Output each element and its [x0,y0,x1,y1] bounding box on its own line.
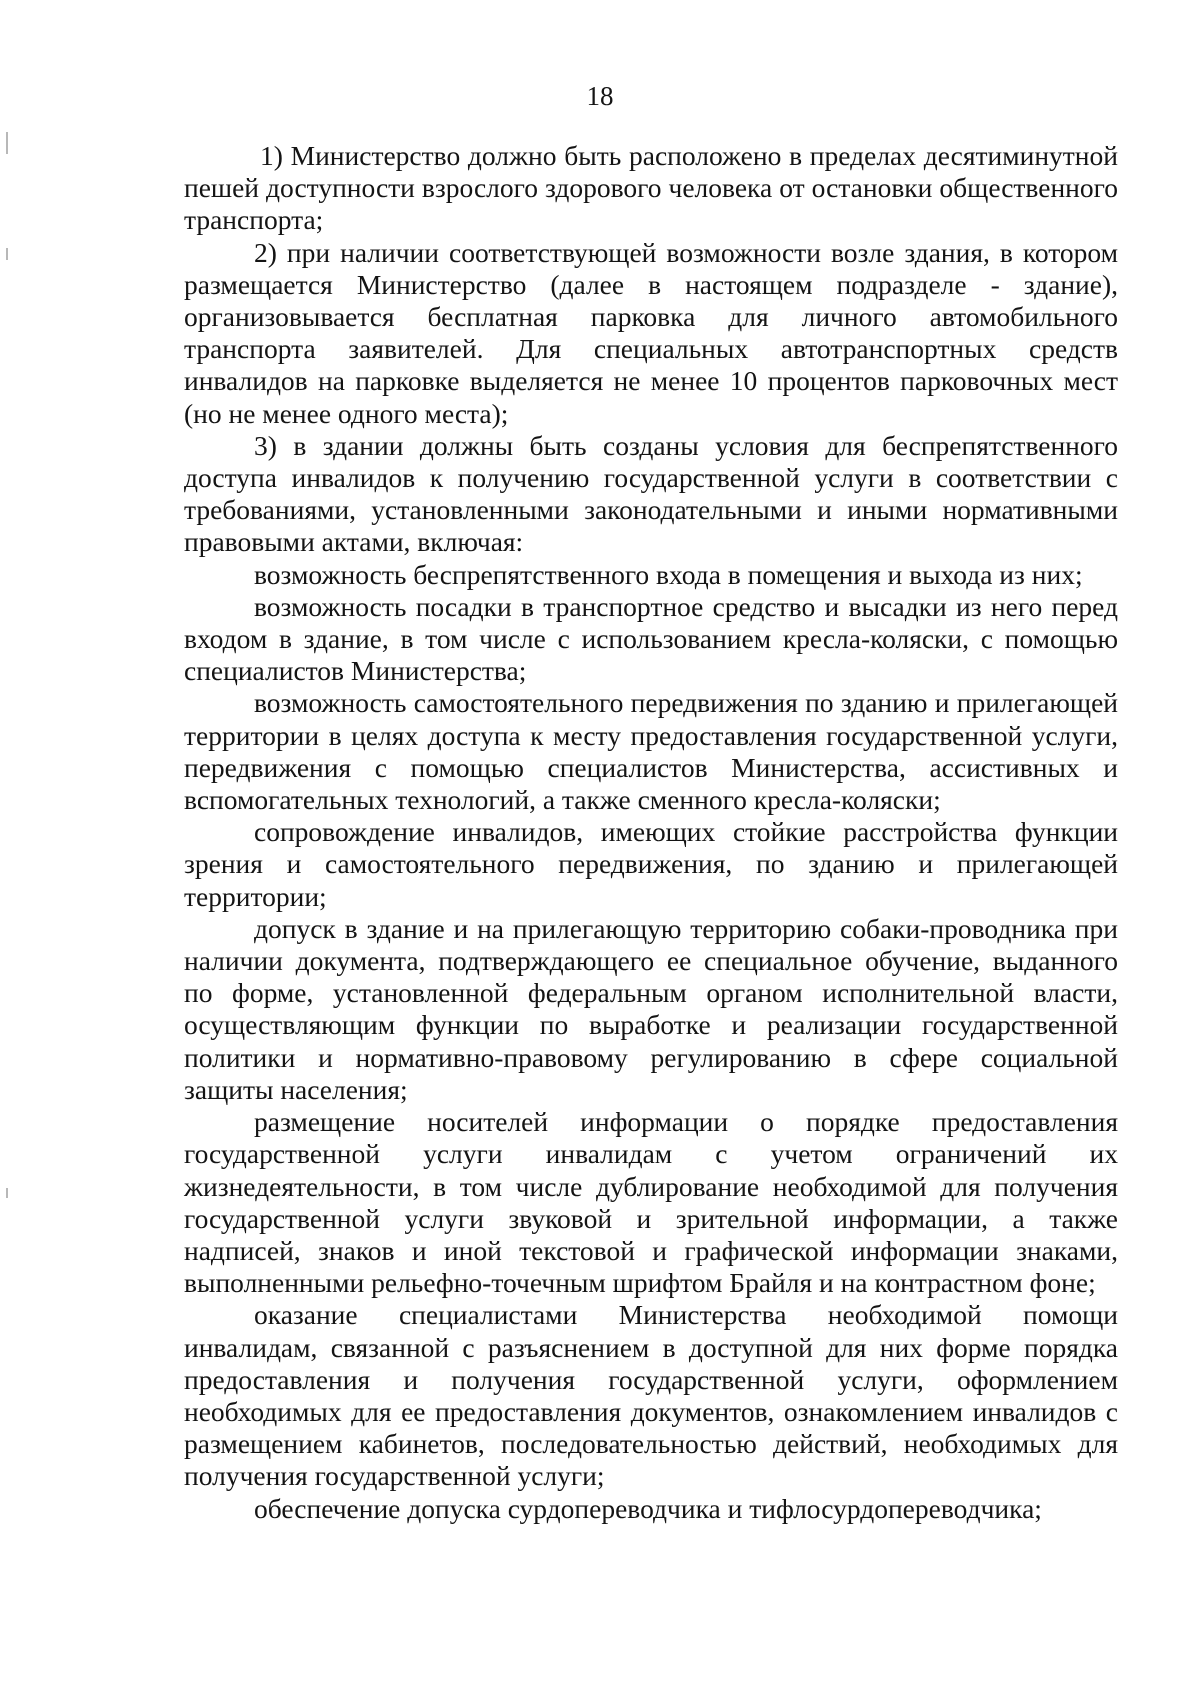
paragraph-interpreter-access: обеспечение допуска сурдопереводчика и тифлосурдопереводчика; [254,1492,1042,1524]
paragraph-item-2: 2) при наличии соответствующей возможности возле здания, в котором размещается Министерство (далее в настоящем подразделе - здание), организовывается бесплатная парковка для личного автомобильного транспорта заявителей. Для специальных автотранспортных средств инвалидов на парковке выделяется не менее 10 процентов парковочных мест (но не менее одного места); [184,236,1118,429]
scan-edge-mark [6,1188,8,1198]
paragraph-information-carriers: размещение носителей информации о порядке предоставления государственной услуги инвалидам с учетом ограничений их жизнедеятельности, в том числе дублирование необходимой для получения государственной услуги звуковой и зрительной информации, а также надписей, знаков и иной текстовой и графической информации знаками, выполненными рельефно-точечным шрифтом Брайля и на контрастном фоне; [184,1106,1118,1299]
paragraph-vehicle-boarding: возможность посадки в транспортное средство и высадки из него перед входом в здание, в том числе с использованием кресла-коляски, с помощью специалистов Министерства; [184,590,1118,687]
paragraph-staff-assistance: оказание специалистами Министерства необходимой помощи инвалидам, связанной с разъяснением в доступной для них форме порядка предоставления и получения государственной услуги, оформлением необходимых для ее предоставления документов, ознакомлением инвалидов с размещением кабинетов, последовательностью действий, необходимых для получения государственной услуги; [184,1299,1118,1492]
paragraph-entrance-access: возможность беспрепятственного входа в помещения и выхода из них; [254,558,1083,590]
paragraph-escort: сопровождение инвалидов, имеющих стойкие расстройства функции зрения и самостоятельного передвижения, по зданию и прилегающей территории; [184,816,1118,912]
paragraph-independent-movement: возможность самостоятельного передвижения по зданию и прилегающей территории в целях доступа к месту предоставления государственной услуги, передвижения с помощью специалистов Министерства, ассистивных и вспомогательных технологий, а также сменного кресла-коляски; [184,687,1118,816]
paragraph-item-3: 3) в здании должны быть созданы условия для беспрепятственного доступа инвалидов к получению государственной услуги в соответствии с требованиями, установленными законодательными и иными нормативными правовыми актами, включая: [184,429,1118,558]
page-number: 18 [586,81,614,111]
scan-edge-mark [6,132,8,154]
scan-edge-mark [6,248,8,260]
document-body [184,140,1118,1525]
paragraph-guide-dog: допуск в здание и на прилегающую территорию собаки-проводника при наличии документа, подтверждающего ее специальное обучение, выданного по форме, установленной федеральным органом исполнительной власти, осуществляющим функции по выработке и реализации государственной политики и нормативно-правовому регулированию в сфере социальной защиты населения; [184,912,1118,1105]
paragraph-item-1: 1) Министерство должно быть расположено в пределах десятиминутной пешей доступности взрослого здорового человека от остановки общественного транспорта; [184,140,1118,236]
